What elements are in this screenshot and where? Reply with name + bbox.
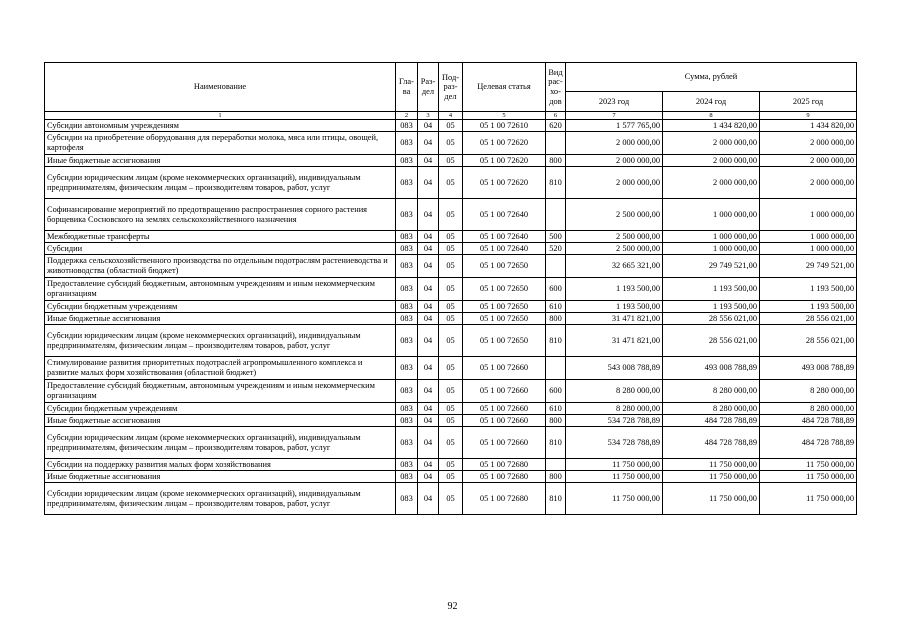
table-row: [45, 357, 857, 380]
row-vid: [546, 357, 566, 380]
row-podrazdel: 05: [439, 231, 463, 243]
row-target: 05 1 00 72660: [463, 415, 546, 427]
row-vid: 800: [546, 471, 566, 483]
row-razdel: 04: [418, 167, 439, 199]
row-sum-2023: 2 500 000,00: [566, 199, 663, 231]
row-razdel: 04: [418, 120, 439, 132]
table-row: [45, 231, 857, 243]
row-sum-2023: 11 750 000,00: [566, 483, 663, 515]
row-sum-2023: 1 577 765,00: [566, 120, 663, 132]
row-target: 05 1 00 72650: [463, 313, 546, 325]
row-glava: 083: [396, 325, 418, 357]
row-name: Межбюджетные трансферты: [45, 231, 396, 243]
row-target: 05 1 00 72680: [463, 483, 546, 515]
table-row: [45, 120, 857, 132]
row-sum-2024: 28 556 021,00: [663, 313, 760, 325]
row-name: Предоставление субсидий бюджетным, автономным учреждениям и иным некоммерческим организациям: [45, 278, 396, 301]
row-sum-2025: 28 556 021,00: [760, 313, 857, 325]
row-sum-2025: 493 008 788,89: [760, 357, 857, 380]
row-glava: 083: [396, 278, 418, 301]
row-sum-2024: 11 750 000,00: [663, 483, 760, 515]
row-target: 05 1 00 72640: [463, 199, 546, 231]
row-vid: [546, 255, 566, 278]
page-number: 92: [447, 601, 458, 612]
row-target: 05 1 00 72680: [463, 459, 546, 471]
table-row: [45, 483, 857, 515]
row-sum-2024: 11 750 000,00: [663, 459, 760, 471]
row-name: Субсидии автономным учреждениям: [45, 120, 396, 132]
row-target: 05 1 00 72680: [463, 471, 546, 483]
row-podrazdel: 05: [439, 243, 463, 255]
col-number: 9: [760, 112, 857, 120]
row-razdel: 04: [418, 403, 439, 415]
row-sum-2023: 11 750 000,00: [566, 459, 663, 471]
row-vid: 500: [546, 231, 566, 243]
row-vid: 610: [546, 403, 566, 415]
row-razdel: 04: [418, 483, 439, 515]
row-glava: 083: [396, 427, 418, 459]
row-glava: 083: [396, 301, 418, 313]
row-glava: 083: [396, 483, 418, 515]
row-podrazdel: 05: [439, 278, 463, 301]
row-name: Иные бюджетные ассигнования: [45, 313, 396, 325]
row-glava: 083: [396, 167, 418, 199]
row-glava: 083: [396, 313, 418, 325]
row-razdel: 04: [418, 243, 439, 255]
row-target: 05 1 00 72640: [463, 231, 546, 243]
header-year-2024: 2024 год: [663, 92, 760, 112]
row-podrazdel: 05: [439, 325, 463, 357]
row-podrazdel: 05: [439, 415, 463, 427]
row-glava: 083: [396, 403, 418, 415]
row-target: 05 1 00 72650: [463, 301, 546, 313]
row-sum-2024: 493 008 788,89: [663, 357, 760, 380]
row-sum-2025: 1 000 000,00: [760, 231, 857, 243]
row-vid: 800: [546, 155, 566, 167]
row-podrazdel: 05: [439, 167, 463, 199]
table-row: [45, 167, 857, 199]
col-number: 6: [546, 112, 566, 120]
row-podrazdel: 05: [439, 483, 463, 515]
row-vid: 800: [546, 313, 566, 325]
budget-table: [44, 62, 857, 515]
col-number: 8: [663, 112, 760, 120]
row-razdel: 04: [418, 231, 439, 243]
row-podrazdel: 05: [439, 403, 463, 415]
table-row: [45, 380, 857, 403]
row-podrazdel: 05: [439, 313, 463, 325]
row-glava: 083: [396, 459, 418, 471]
row-podrazdel: 05: [439, 199, 463, 231]
row-name: Поддержка сельскохозяйственного производства по отдельным подотраслям растениеводства и животноводства (областной бюджет): [45, 255, 396, 278]
row-sum-2025: 29 749 521,00: [760, 255, 857, 278]
row-name: Субсидии: [45, 243, 396, 255]
row-razdel: 04: [418, 325, 439, 357]
row-podrazdel: 05: [439, 120, 463, 132]
row-sum-2023: 534 728 788,89: [566, 415, 663, 427]
row-name: Иные бюджетные ассигнования: [45, 471, 396, 483]
header-podrazdel: Под-раз-дел: [439, 63, 463, 112]
row-vid: 810: [546, 325, 566, 357]
row-vid: 600: [546, 278, 566, 301]
row-podrazdel: 05: [439, 357, 463, 380]
row-vid: 520: [546, 243, 566, 255]
row-sum-2024: 8 280 000,00: [663, 403, 760, 415]
row-sum-2023: 2 500 000,00: [566, 243, 663, 255]
row-sum-2023: 2 000 000,00: [566, 155, 663, 167]
row-target: 05 1 00 72650: [463, 255, 546, 278]
row-razdel: 04: [418, 132, 439, 155]
row-name: Субсидии юридическим лицам (кроме некоммерческих организаций), индивидуальным предпринимателям, физическим лицам – производителям товаров, работ, услуг: [45, 427, 396, 459]
row-sum-2024: 11 750 000,00: [663, 471, 760, 483]
row-razdel: 04: [418, 415, 439, 427]
table-row: [45, 132, 857, 155]
row-target: 05 1 00 72650: [463, 325, 546, 357]
row-target: 05 1 00 72620: [463, 132, 546, 155]
col-number: 5: [463, 112, 546, 120]
header-name: Наименование: [45, 63, 396, 112]
row-sum-2025: 484 728 788,89: [760, 415, 857, 427]
row-sum-2025: 1 000 000,00: [760, 199, 857, 231]
row-vid: 600: [546, 380, 566, 403]
header-year-2025: 2025 год: [760, 92, 857, 112]
row-sum-2024: 2 000 000,00: [663, 132, 760, 155]
row-vid: 810: [546, 427, 566, 459]
row-name: Софинансирование мероприятий по предотвращению распространения сорного растения борщевика Сосновского на землях сельскохозяйственного назначения: [45, 199, 396, 231]
table-row: [45, 301, 857, 313]
row-target: 05 1 00 72660: [463, 427, 546, 459]
row-sum-2024: 484 728 788,89: [663, 427, 760, 459]
col-number: 2: [396, 112, 418, 120]
row-sum-2025: 2 000 000,00: [760, 167, 857, 199]
row-vid: [546, 199, 566, 231]
row-target: 05 1 00 72620: [463, 167, 546, 199]
row-sum-2023: 31 471 821,00: [566, 325, 663, 357]
table-row: [45, 427, 857, 459]
row-sum-2024: 29 749 521,00: [663, 255, 760, 278]
row-razdel: 04: [418, 427, 439, 459]
row-name: Субсидии на поддержку развития малых форм хозяйствования: [45, 459, 396, 471]
row-sum-2025: 11 750 000,00: [760, 483, 857, 515]
row-sum-2025: 1 193 500,00: [760, 301, 857, 313]
row-sum-2024: 8 280 000,00: [663, 380, 760, 403]
table-row: [45, 155, 857, 167]
header-row: [45, 63, 857, 92]
header-target: Целевая статья: [463, 63, 546, 112]
row-glava: 083: [396, 357, 418, 380]
row-sum-2024: 28 556 021,00: [663, 325, 760, 357]
row-target: 05 1 00 72610: [463, 120, 546, 132]
row-sum-2025: 11 750 000,00: [760, 459, 857, 471]
table-row: [45, 243, 857, 255]
row-glava: 083: [396, 243, 418, 255]
header-year-2023: 2023 год: [566, 92, 663, 112]
row-sum-2023: 543 008 788,89: [566, 357, 663, 380]
row-name: Иные бюджетные ассигнования: [45, 415, 396, 427]
row-sum-2025: 1 193 500,00: [760, 278, 857, 301]
row-sum-2025: 8 280 000,00: [760, 403, 857, 415]
row-razdel: 04: [418, 199, 439, 231]
row-name: Субсидии юридическим лицам (кроме некоммерческих организаций), индивидуальным предпринимателям, физическим лицам – производителям товаров, работ, услуг: [45, 167, 396, 199]
table-row: [45, 459, 857, 471]
row-sum-2025: 484 728 788,89: [760, 427, 857, 459]
row-glava: 083: [396, 120, 418, 132]
row-razdel: 04: [418, 255, 439, 278]
row-glava: 083: [396, 155, 418, 167]
col-number: 1: [45, 112, 396, 120]
row-vid: 800: [546, 415, 566, 427]
row-sum-2023: 8 280 000,00: [566, 380, 663, 403]
header-glava: Гла-ва: [396, 63, 418, 112]
row-sum-2023: 2 000 000,00: [566, 132, 663, 155]
row-podrazdel: 05: [439, 255, 463, 278]
row-glava: 083: [396, 255, 418, 278]
row-sum-2025: 8 280 000,00: [760, 380, 857, 403]
row-sum-2023: 2 000 000,00: [566, 167, 663, 199]
row-sum-2025: 1 000 000,00: [760, 243, 857, 255]
row-sum-2025: 28 556 021,00: [760, 325, 857, 357]
row-razdel: 04: [418, 459, 439, 471]
row-podrazdel: 05: [439, 459, 463, 471]
row-sum-2023: 8 280 000,00: [566, 403, 663, 415]
row-razdel: 04: [418, 380, 439, 403]
col-number: 3: [418, 112, 439, 120]
row-glava: 083: [396, 132, 418, 155]
row-name: Стимулирование развития приоритетных подотраслей агропромышленного комплекса и развитие малых форм хозяйствования (областной бюджет): [45, 357, 396, 380]
header-vid: Вид рас-хо-дов: [546, 63, 566, 112]
table-row: [45, 278, 857, 301]
row-vid: [546, 132, 566, 155]
row-razdel: 04: [418, 313, 439, 325]
header-sum: Сумма, рублей: [566, 63, 857, 92]
table-row: [45, 313, 857, 325]
row-vid: 810: [546, 483, 566, 515]
header-razdel: Раз-дел: [418, 63, 439, 112]
row-vid: 810: [546, 167, 566, 199]
row-podrazdel: 05: [439, 471, 463, 483]
table-row: [45, 255, 857, 278]
row-sum-2024: 1 193 500,00: [663, 301, 760, 313]
row-target: 05 1 00 72620: [463, 155, 546, 167]
row-name: Иные бюджетные ассигнования: [45, 155, 396, 167]
table-row: [45, 415, 857, 427]
row-target: 05 1 00 72660: [463, 403, 546, 415]
row-sum-2023: 11 750 000,00: [566, 471, 663, 483]
table-row: [45, 471, 857, 483]
row-name: Субсидии бюджетным учреждениям: [45, 403, 396, 415]
row-target: 05 1 00 72650: [463, 278, 546, 301]
row-razdel: 04: [418, 301, 439, 313]
row-sum-2023: 534 728 788,89: [566, 427, 663, 459]
column-number-row: [45, 112, 857, 120]
row-glava: 083: [396, 415, 418, 427]
row-sum-2024: 1 000 000,00: [663, 199, 760, 231]
row-sum-2024: 2 000 000,00: [663, 167, 760, 199]
row-sum-2025: 11 750 000,00: [760, 471, 857, 483]
table-row: [45, 199, 857, 231]
row-name: Субсидии юридическим лицам (кроме некоммерческих организаций), индивидуальным предпринимателям, физическим лицам – производителям товаров, работ, услуг: [45, 325, 396, 357]
row-glava: 083: [396, 380, 418, 403]
row-sum-2023: 2 500 000,00: [566, 231, 663, 243]
row-sum-2024: 1 000 000,00: [663, 243, 760, 255]
row-podrazdel: 05: [439, 380, 463, 403]
row-sum-2024: 1 434 820,00: [663, 120, 760, 132]
row-podrazdel: 05: [439, 155, 463, 167]
row-name: Субсидии юридическим лицам (кроме некоммерческих организаций), индивидуальным предпринимателям, физическим лицам – производителям товаров, работ, услуг: [45, 483, 396, 515]
row-target: 05 1 00 72660: [463, 357, 546, 380]
row-glava: 083: [396, 199, 418, 231]
row-name: Субсидии на приобретение оборудования для переработки молока, мяса или птицы, овощей, картофеля: [45, 132, 396, 155]
row-sum-2023: 31 471 821,00: [566, 313, 663, 325]
row-glava: 083: [396, 231, 418, 243]
row-sum-2025: 1 434 820,00: [760, 120, 857, 132]
row-razdel: 04: [418, 155, 439, 167]
row-sum-2023: 1 193 500,00: [566, 301, 663, 313]
row-podrazdel: 05: [439, 427, 463, 459]
table-row: [45, 325, 857, 357]
row-sum-2024: 1 193 500,00: [663, 278, 760, 301]
row-podrazdel: 05: [439, 301, 463, 313]
row-razdel: 04: [418, 278, 439, 301]
row-sum-2024: 484 728 788,89: [663, 415, 760, 427]
row-target: 05 1 00 72660: [463, 380, 546, 403]
row-sum-2023: 1 193 500,00: [566, 278, 663, 301]
row-vid: [546, 459, 566, 471]
col-number: 7: [566, 112, 663, 120]
row-sum-2024: 2 000 000,00: [663, 155, 760, 167]
row-vid: 610: [546, 301, 566, 313]
row-razdel: 04: [418, 471, 439, 483]
row-razdel: 04: [418, 357, 439, 380]
row-glava: 083: [396, 471, 418, 483]
row-sum-2023: 32 665 321,00: [566, 255, 663, 278]
row-podrazdel: 05: [439, 132, 463, 155]
row-name: Субсидии бюджетным учреждениям: [45, 301, 396, 313]
table-row: [45, 403, 857, 415]
row-sum-2025: 2 000 000,00: [760, 132, 857, 155]
row-sum-2024: 1 000 000,00: [663, 231, 760, 243]
row-name: Предоставление субсидий бюджетным, автономным учреждениям и иным некоммерческим организациям: [45, 380, 396, 403]
row-vid: 620: [546, 120, 566, 132]
col-number: 4: [439, 112, 463, 120]
row-sum-2025: 2 000 000,00: [760, 155, 857, 167]
row-target: 05 1 00 72640: [463, 243, 546, 255]
